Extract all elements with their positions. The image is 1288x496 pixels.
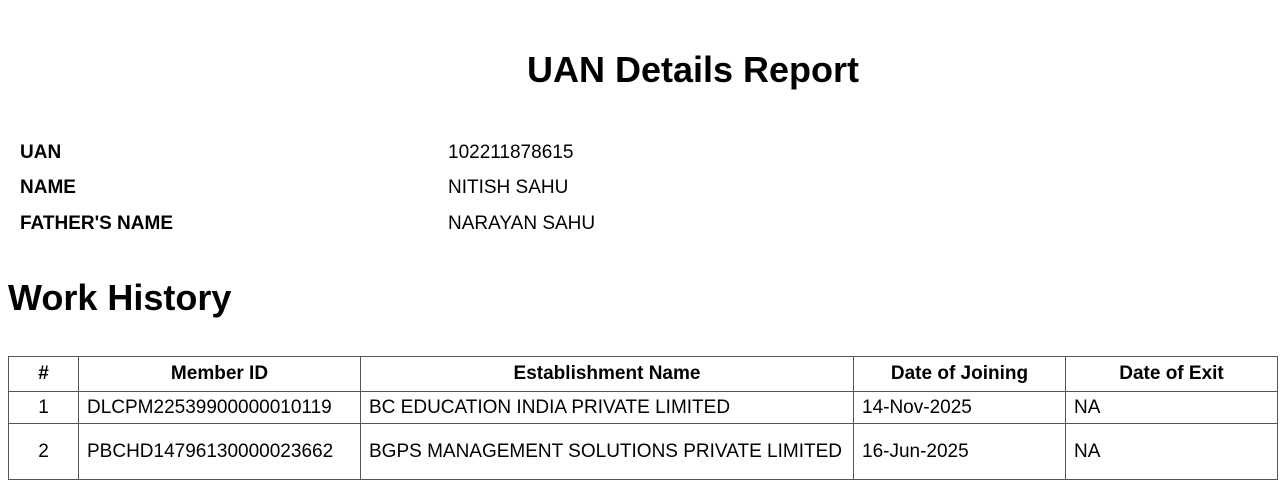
uan-details bbox=[20, 135, 595, 242]
cell-establishment-name: BGPS MANAGEMENT SOLUTIONS PRIVATE LIMITED bbox=[361, 424, 854, 480]
cell-index: 1 bbox=[9, 392, 79, 424]
table-row bbox=[9, 392, 1278, 424]
cell-date-of-joining: 14-Nov-2025 bbox=[854, 392, 1066, 424]
column-header-index: # bbox=[9, 357, 79, 392]
name-value: NITISH SAHU bbox=[448, 177, 569, 199]
report-title: UAN Details Report bbox=[526, 49, 860, 90]
cell-date-of-exit: NA bbox=[1066, 424, 1278, 480]
detail-row-name bbox=[20, 171, 595, 207]
table-row bbox=[9, 424, 1278, 480]
cell-member-id: DLCPM22539900000010119 bbox=[79, 392, 361, 424]
uan-value: 102211878615 bbox=[448, 141, 574, 163]
cell-date-of-joining: 16-Jun-2025 bbox=[854, 424, 1066, 480]
detail-row-uan bbox=[20, 135, 595, 171]
cell-date-of-exit: NA bbox=[1066, 392, 1278, 424]
work-history-title: Work History bbox=[8, 277, 232, 318]
column-header-member-id: Member ID bbox=[79, 357, 361, 392]
column-header-date-of-joining: Date of Joining bbox=[854, 357, 1066, 392]
cell-member-id: PBCHD14796130000023662 bbox=[79, 424, 361, 480]
detail-row-fathers-name bbox=[20, 206, 595, 242]
work-history-table bbox=[8, 356, 1278, 480]
cell-index: 2 bbox=[9, 424, 79, 480]
fathers-name-value: NARAYAN SAHU bbox=[448, 212, 596, 234]
fathers-name-label: FATHER'S NAME bbox=[20, 212, 174, 234]
name-label: NAME bbox=[20, 177, 76, 199]
column-header-establishment-name: Establishment Name bbox=[361, 357, 854, 392]
cell-establishment-name: BC EDUCATION INDIA PRIVATE LIMITED bbox=[361, 392, 854, 424]
uan-label: UAN bbox=[20, 141, 62, 163]
table-header-row bbox=[9, 357, 1278, 392]
column-header-date-of-exit: Date of Exit bbox=[1066, 357, 1278, 392]
